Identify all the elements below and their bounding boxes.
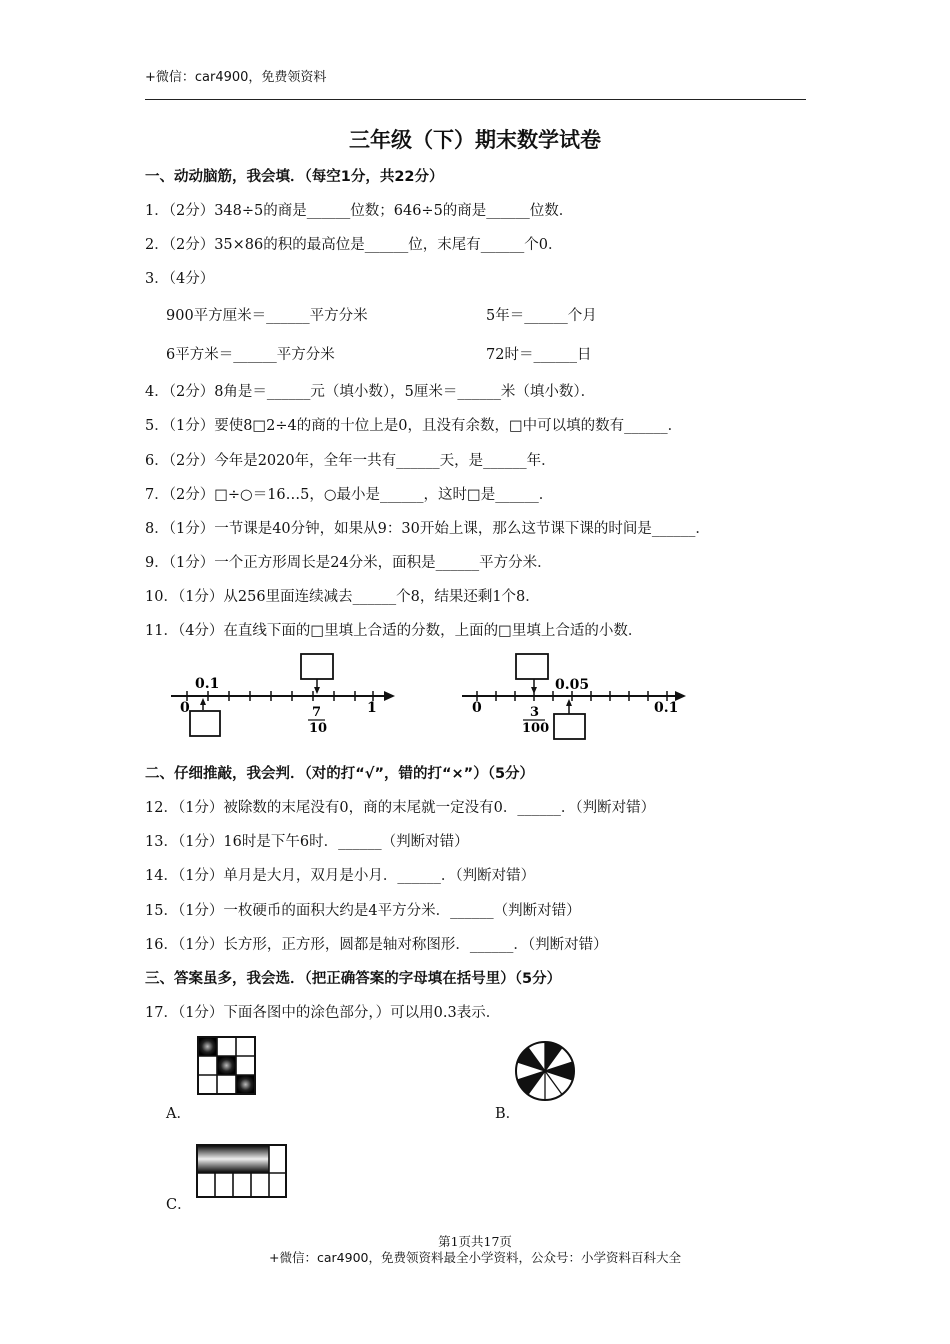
question-17: 17．（1分）下面各图中的涂色部分，）可以用0.3表示． — [145, 1005, 501, 1021]
question-3-d: 72时＝______日 — [486, 347, 592, 363]
question-7: 7．（2分）□÷○＝16…5，○最小是______，这时□是______． — [145, 487, 554, 503]
question-15: 15．（1分）一枚硬币的面积大约是4平方分米．______（判断对错） — [145, 903, 581, 919]
question-3-b: 5年＝______个月 — [486, 308, 597, 324]
nl2-frac-den: 100 — [522, 721, 550, 736]
nl1-frac-num: 7 — [312, 705, 322, 720]
question-16: 16．（1分）长方形，正方形，圆都是轴对称图形．______．（判断对错） — [145, 937, 608, 953]
question-4: 4．（2分）8角是＝______元（填小数），5厘米＝______米（填小数）． — [145, 384, 596, 400]
nl2-answer-box-lower[interactable] — [554, 714, 585, 739]
question-13: 13．（1分）16时是下午6时．______（判断对错） — [145, 834, 469, 850]
header-divider — [145, 99, 806, 100]
nl1-label-1: 1 — [367, 700, 377, 716]
number-line-1 — [165, 648, 400, 740]
question-3-a: 900平方厘米＝______平方分米 — [166, 308, 368, 324]
figure-a-grid — [197, 1036, 259, 1098]
nl2-label-01: 0.1 — [654, 700, 679, 716]
footer-note: +微信：car4900，免费领资料最全小学资料，公众号：小学资料百科大全 — [269, 1250, 681, 1265]
figure-b-circle — [514, 1040, 578, 1104]
section-3-heading: 三、答案虽多，我会选．（把正确答案的字母填在括号里）（5分） — [145, 971, 562, 987]
question-14: 14．（1分）单月是大月，双月是小月．______．（判断对错） — [145, 868, 536, 884]
figure-c-rectangle — [195, 1143, 290, 1199]
question-3: 3．（4分） — [145, 271, 215, 287]
question-11: 11．（4分）在直线下面的□里填上合适的分数，上面的□里填上合适的小数． — [145, 623, 643, 639]
nl1-answer-box-lower[interactable] — [190, 711, 220, 736]
nl2-label-0: 0 — [472, 700, 482, 716]
question-5: 5．（1分）要使8□2÷4的商的十位上是0，且没有余数，□中可以填的数有______． — [145, 418, 683, 434]
page-title: 三年级（下）期末数学试卷 — [349, 128, 601, 152]
page-number: 第1页共17页 — [438, 1234, 512, 1249]
question-1: 1．（2分）348÷5的商是______位数；646÷5的商是______位数． — [145, 203, 574, 219]
question-10: 10．（1分）从256里面连续减去______个8，结果还剩1个8． — [145, 589, 540, 605]
nl1-frac-den: 10 — [309, 721, 328, 736]
nl1-label-0: 0 — [180, 700, 190, 716]
nl1-answer-box-upper[interactable] — [301, 654, 333, 679]
question-12: 12．（1分）被除数的末尾没有0，商的末尾就一定没有0．______．（判断对错） — [145, 800, 656, 816]
question-3-c: 6平方米＝______平方分米 — [166, 347, 335, 363]
option-c-label[interactable]: C． — [166, 1197, 192, 1213]
question-2: 2．（2分）35×86的积的最高位是______位，末尾有______个0． — [145, 237, 563, 253]
header-note: +微信：car4900，免费领资料 — [145, 70, 327, 85]
question-9: 9．（1分）一个正方形周长是24分米，面积是______平方分米． — [145, 555, 552, 571]
nl2-label-005: 0.05 — [555, 677, 590, 693]
question-8: 8．（1分）一节课是40分钟，如果从9：30开始上课，那么这节课下课的时间是______． — [145, 521, 710, 537]
section-2-heading: 二、仔细推敲，我会判．（对的打“√”，错的打“×”）（5分） — [145, 766, 535, 782]
question-6: 6．（2分）今年是2020年，全年一共有______天，是______年． — [145, 453, 556, 469]
option-b-label[interactable]: B． — [495, 1106, 521, 1122]
number-line-2 — [456, 648, 691, 740]
nl2-answer-box-upper[interactable] — [516, 654, 548, 679]
option-a-label[interactable]: A． — [166, 1106, 191, 1122]
section-1-heading: 一、动动脑筋，我会填．（每空1分，共22分） — [145, 169, 444, 185]
nl2-frac-num: 3 — [530, 705, 540, 720]
nl1-label-01: 0.1 — [195, 676, 220, 692]
